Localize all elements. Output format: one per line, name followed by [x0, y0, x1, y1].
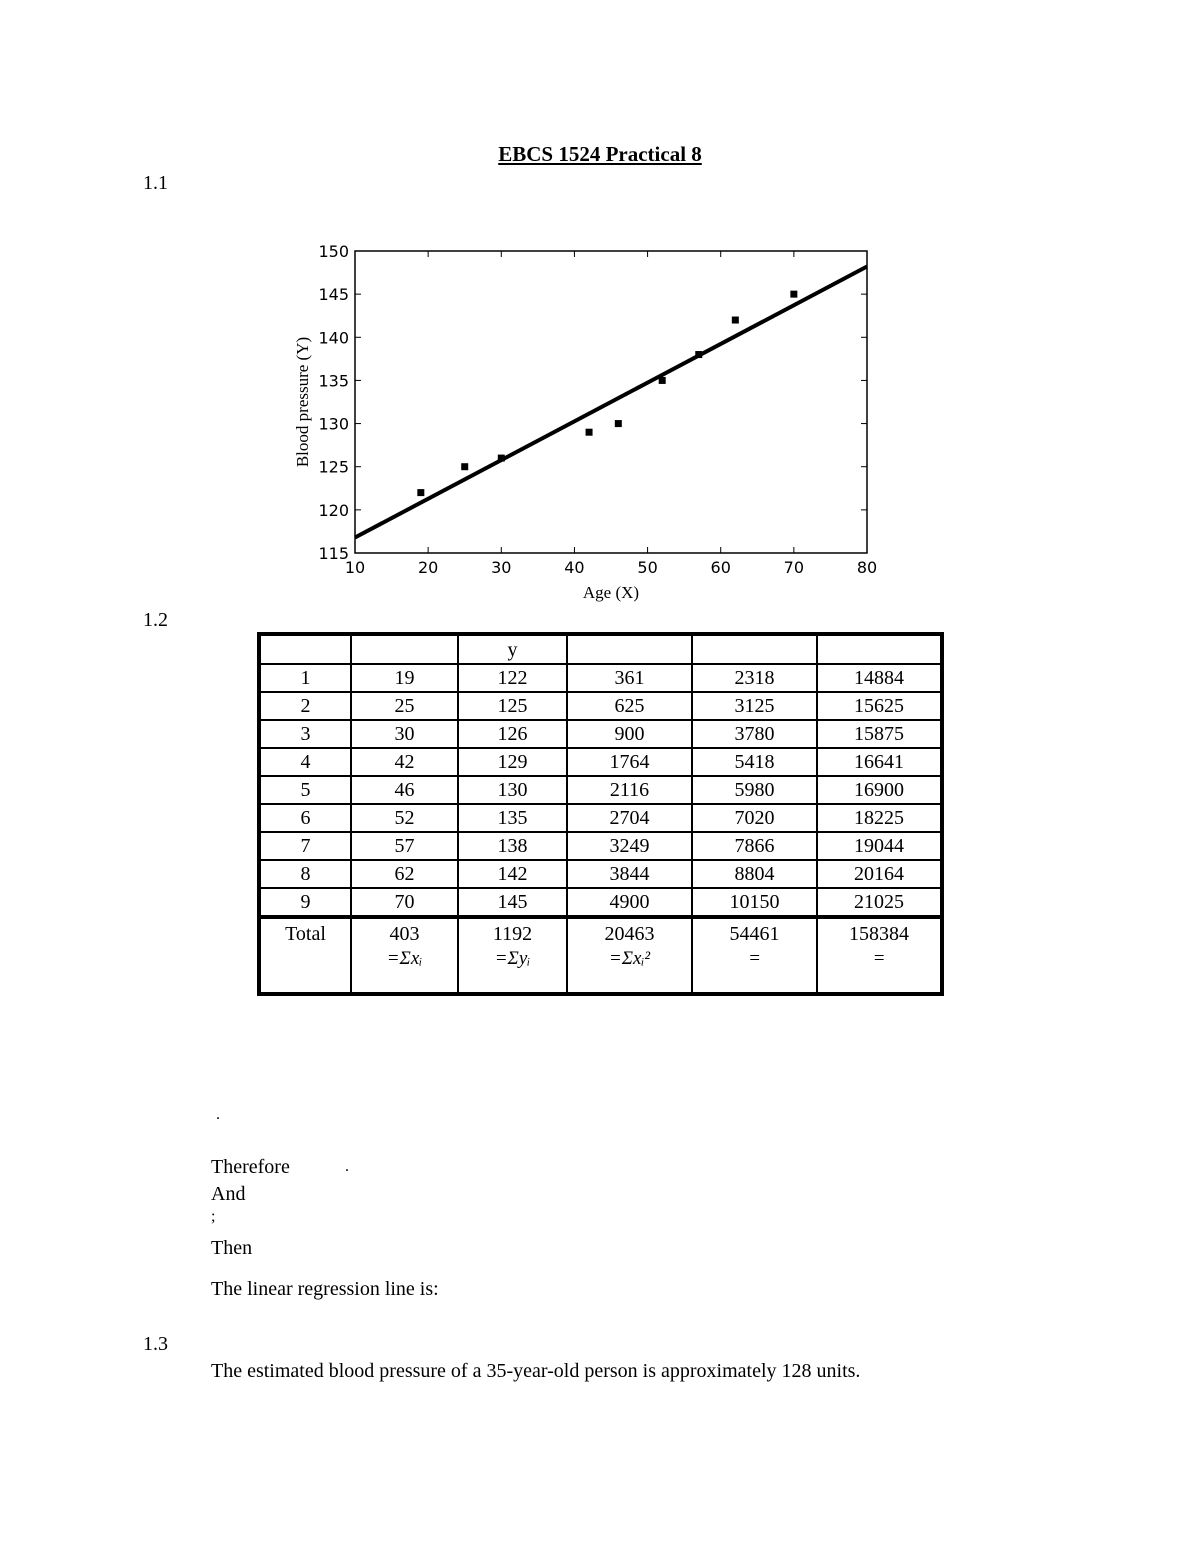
total-note: =Σxᵢ²: [608, 948, 651, 969]
y-tick-label: 145: [318, 285, 349, 305]
x-tick-label: 70: [783, 558, 805, 577]
x-tick-label: 10: [344, 558, 366, 577]
table-header-row: [259, 634, 942, 664]
table-cell: 20164: [817, 860, 942, 888]
section-number-1-3: 1.3: [143, 1333, 168, 1355]
table-cell: 1: [259, 664, 351, 692]
table-cell: 57: [351, 832, 458, 860]
section-number-1-2: 1.2: [143, 609, 168, 631]
table-row: [259, 692, 942, 720]
then-text: Then: [211, 1237, 253, 1259]
table-cell: 16900: [817, 776, 942, 804]
y-tick-labels: [318, 242, 349, 563]
header-cell: [259, 634, 351, 664]
table-cell: 625: [567, 692, 692, 720]
table-cell: 2116: [567, 776, 692, 804]
table-cell: 19044: [817, 832, 942, 860]
table-row: [259, 860, 942, 888]
table-cell: 142: [458, 860, 567, 888]
total-row: [259, 917, 942, 994]
table-cell: 8: [259, 860, 351, 888]
table-cell: 14884: [817, 664, 942, 692]
table-cell: 3: [259, 720, 351, 748]
table-cell: 21025: [817, 888, 942, 917]
y-tick-label: 115: [318, 544, 349, 563]
data-point: [417, 489, 424, 496]
y-tick-label: 140: [318, 328, 349, 348]
scatter-chart: [280, 235, 900, 615]
table-cell: 130: [458, 776, 567, 804]
header-cell: [567, 634, 692, 664]
table-cell: 70: [351, 888, 458, 917]
total-label: Total: [259, 917, 351, 994]
data-point: [695, 351, 702, 358]
table-cell: 3249: [567, 832, 692, 860]
table-cell: 10150: [692, 888, 817, 917]
table-cell: 5418: [692, 748, 817, 776]
table-cell: 3780: [692, 720, 817, 748]
total-note: =: [748, 948, 761, 969]
total-value: 20463: [604, 923, 655, 945]
table-cell: 52: [351, 804, 458, 832]
table-cell: 15625: [817, 692, 942, 720]
table-cell: 4900: [567, 888, 692, 917]
table-cell: 2704: [567, 804, 692, 832]
table-cell: 4: [259, 748, 351, 776]
table-cell: 15875: [817, 720, 942, 748]
table-cell: 7020: [692, 804, 817, 832]
total-cell: [817, 917, 942, 994]
data-points: [417, 291, 797, 496]
data-point: [790, 291, 797, 298]
estimate-text: The estimated blood pressure of a 35-year-old person is approximately 128 units.: [211, 1360, 861, 1382]
table-row: [259, 804, 942, 832]
y-tick-label: 130: [318, 414, 349, 434]
total-value: 54461: [729, 923, 780, 945]
table-cell: 7: [259, 832, 351, 860]
table-cell: 30: [351, 720, 458, 748]
regression-line: [355, 267, 867, 538]
table-cell: 16641: [817, 748, 942, 776]
table-cell: 2318: [692, 664, 817, 692]
table-cell: 135: [458, 804, 567, 832]
total-note: =Σyᵢ: [494, 948, 531, 969]
regression-line-text: The linear regression line is:: [211, 1278, 439, 1300]
total-value: 158384: [849, 923, 909, 945]
table-cell: 2: [259, 692, 351, 720]
header-cell: [351, 634, 458, 664]
data-point: [659, 377, 666, 384]
table-cell: 3125: [692, 692, 817, 720]
total-cell: [567, 917, 692, 994]
table-cell: 7866: [692, 832, 817, 860]
table-cell: 62: [351, 860, 458, 888]
table-row: [259, 776, 942, 804]
y-axis-label: Blood pressure (Y): [293, 336, 312, 468]
page-title: EBCS 1524 Practical 8: [498, 142, 702, 166]
x-tick-labels: [345, 558, 877, 577]
stray-dot: .: [216, 1106, 220, 1123]
y-tick-label: 150: [318, 242, 349, 261]
table-cell: 1764: [567, 748, 692, 776]
y-tick-label: 125: [318, 457, 349, 477]
therefore-dot: .: [345, 1158, 349, 1175]
y-tick-label: 135: [318, 371, 349, 391]
table-cell: 8804: [692, 860, 817, 888]
data-table: [257, 632, 944, 996]
header-cell: y: [458, 634, 567, 664]
table-cell: 25: [351, 692, 458, 720]
total-cell: [458, 917, 567, 994]
x-axis-label: Age (X): [582, 583, 640, 602]
table-cell: 129: [458, 748, 567, 776]
table-cell: 9: [259, 888, 351, 917]
table-cell: 18225: [817, 804, 942, 832]
data-point: [461, 463, 468, 470]
total-note: =Σxᵢ: [386, 948, 423, 969]
header-cell: [817, 634, 942, 664]
total-value: 403: [389, 923, 420, 945]
x-tick-label: 50: [637, 558, 658, 577]
data-point: [498, 455, 505, 462]
table-cell: 361: [567, 664, 692, 692]
table-row: [259, 888, 942, 917]
total-cell: [692, 917, 817, 994]
semicolon-text: ;: [211, 1208, 216, 1225]
total-value: 1192: [492, 923, 533, 945]
table-cell: 42: [351, 748, 458, 776]
y-tick-label: 120: [318, 500, 349, 520]
table-cell: 122: [458, 664, 567, 692]
table-cell: 46: [351, 776, 458, 804]
data-point: [615, 420, 622, 427]
table-row: [259, 664, 942, 692]
x-tick-label: 60: [710, 558, 731, 577]
table-cell: 19: [351, 664, 458, 692]
x-tick-label: 30: [491, 558, 512, 577]
therefore-text: Therefore: [211, 1156, 290, 1178]
x-tick-label: 80: [856, 558, 878, 577]
total-cell: [351, 917, 458, 994]
table-cell: 5980: [692, 776, 817, 804]
header-cell: [692, 634, 817, 664]
table-cell: 126: [458, 720, 567, 748]
table-cell: 125: [458, 692, 567, 720]
x-tick-label: 40: [564, 558, 585, 577]
table-cell: 6: [259, 804, 351, 832]
data-point: [732, 317, 739, 324]
table-cell: 145: [458, 888, 567, 917]
table-row: [259, 832, 942, 860]
x-tick-label: 20: [417, 558, 439, 577]
table-row: [259, 720, 942, 748]
table-cell: 138: [458, 832, 567, 860]
data-point: [586, 429, 593, 436]
table-cell: 5: [259, 776, 351, 804]
and-text: And: [211, 1183, 246, 1205]
total-note: =: [872, 948, 886, 969]
table-cell: 900: [567, 720, 692, 748]
section-number-1-1: 1.1: [143, 172, 168, 194]
table-cell: 3844: [567, 860, 692, 888]
table-row: [259, 748, 942, 776]
